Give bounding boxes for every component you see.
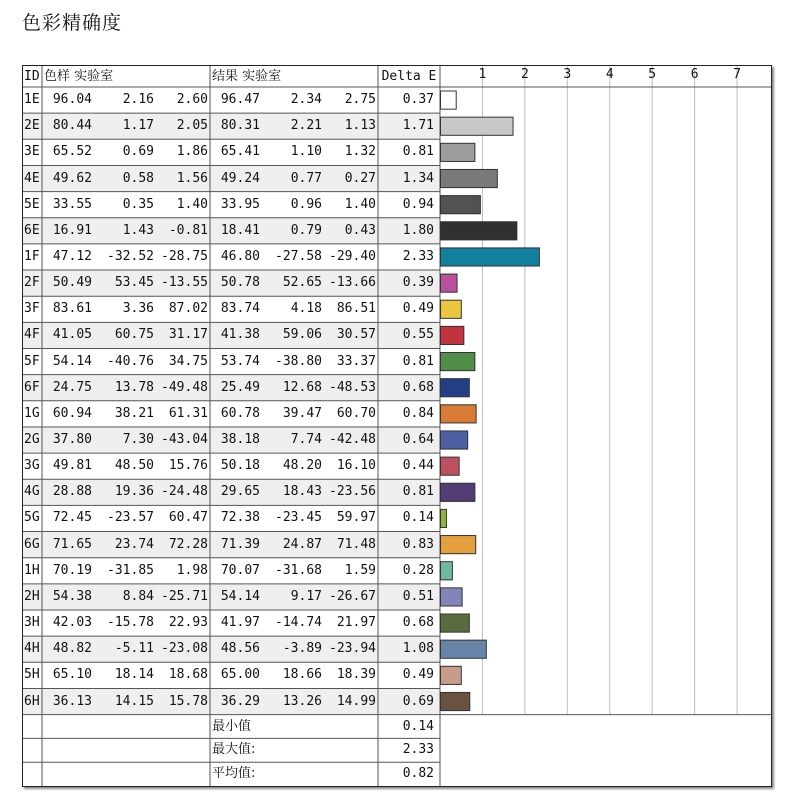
sample-value: 72.28 <box>168 536 208 552</box>
result-value: -3.89 <box>282 641 322 657</box>
delta-e-value: 0.28 <box>402 562 434 578</box>
header-delta: Delta E <box>381 69 437 84</box>
row-id: 1E <box>24 92 40 108</box>
row-id: 4H <box>24 641 40 657</box>
sample-value: -25.71 <box>161 588 208 604</box>
sample-value: 0.58 <box>122 170 154 186</box>
result-value: 14.99 <box>336 693 376 709</box>
result-value: -13.66 <box>329 275 376 291</box>
result-value: -23.56 <box>329 484 376 500</box>
delta-e-bar <box>441 117 514 135</box>
result-value: 18.41 <box>220 222 260 238</box>
sample-value: -15.78 <box>107 615 154 631</box>
summary-value: 0.82 <box>402 766 434 782</box>
sample-value: 47.12 <box>52 248 92 264</box>
delta-e-bar <box>441 536 476 554</box>
delta-e-value: 0.68 <box>402 615 434 631</box>
sample-value: 87.02 <box>168 301 208 317</box>
sample-value: 31.17 <box>168 327 208 343</box>
sample-value: 16.91 <box>52 222 92 238</box>
sample-value: 1.86 <box>176 144 208 160</box>
sample-value: 70.19 <box>52 562 92 578</box>
result-value: 0.77 <box>290 170 322 186</box>
result-value: 7.74 <box>290 432 322 448</box>
result-value: 0.27 <box>344 170 376 186</box>
result-value: 50.18 <box>220 458 260 474</box>
summary-label: 最大值: <box>212 742 256 758</box>
sample-value: -40.76 <box>107 353 154 369</box>
sample-value: 3.36 <box>122 301 154 317</box>
row-id: 4F <box>24 327 40 343</box>
result-value: 9.17 <box>290 588 322 604</box>
sample-value: 83.61 <box>52 301 92 317</box>
result-value: 46.80 <box>220 248 260 264</box>
result-value: 1.59 <box>344 562 376 578</box>
delta-e-value: 0.68 <box>402 379 434 395</box>
delta-e-value: 0.81 <box>402 144 434 160</box>
sample-value: 0.69 <box>122 144 154 160</box>
sample-value: -5.11 <box>114 641 154 657</box>
row-id: 4G <box>24 484 40 500</box>
result-value: 29.65 <box>220 484 260 500</box>
result-value: 65.41 <box>220 144 260 160</box>
result-value: 18.43 <box>282 484 322 500</box>
sample-value: 37.80 <box>52 432 92 448</box>
result-value: 83.74 <box>220 301 260 317</box>
delta-e-bar <box>441 353 475 371</box>
sample-value: -23.08 <box>161 641 208 657</box>
result-value: -23.45 <box>275 510 322 526</box>
sample-value: -32.52 <box>107 248 154 264</box>
axis-tick-label: 5 <box>648 67 657 82</box>
result-value: 1.40 <box>344 196 376 212</box>
sample-value: 36.13 <box>52 693 92 709</box>
summary-value: 2.33 <box>402 742 434 758</box>
sample-value: 48.50 <box>114 458 154 474</box>
result-value: 18.39 <box>336 667 376 683</box>
sample-value: -28.75 <box>161 248 208 264</box>
result-value: 16.10 <box>336 458 376 474</box>
axis-tick-label: 7 <box>733 67 741 82</box>
sample-value: 2.60 <box>176 92 208 108</box>
sample-value: 1.98 <box>176 562 208 578</box>
sample-value: 65.10 <box>52 667 92 683</box>
sample-value: -23.57 <box>107 510 154 526</box>
delta-e-bar <box>441 248 540 266</box>
delta-e-bar <box>441 562 453 580</box>
result-value: -29.40 <box>329 248 376 264</box>
result-value: 60.70 <box>336 405 376 421</box>
result-value: 21.97 <box>336 615 376 631</box>
delta-e-bar <box>441 300 462 318</box>
delta-e-value: 2.33 <box>402 248 434 264</box>
result-value: 30.57 <box>336 327 376 343</box>
sample-value: 33.55 <box>52 196 92 212</box>
summary-value: 0.14 <box>402 718 434 734</box>
result-value: 53.74 <box>220 353 260 369</box>
result-value: 25.49 <box>220 379 260 395</box>
header-result: 结果 实验室 <box>212 69 282 84</box>
delta-e-bar <box>441 379 470 397</box>
delta-e-bar <box>441 143 475 161</box>
result-value: 24.87 <box>282 536 322 552</box>
axis-tick-label: 1 <box>478 67 487 82</box>
sample-value: 14.15 <box>114 693 154 709</box>
result-value: 33.95 <box>220 196 260 212</box>
sample-value: 60.47 <box>168 510 208 526</box>
sample-value: 60.94 <box>52 405 92 421</box>
result-value: 50.78 <box>220 275 260 291</box>
sample-value: 2.16 <box>122 92 154 108</box>
sample-value: 1.40 <box>176 196 208 212</box>
result-value: -31.68 <box>275 562 322 578</box>
delta-e-value: 1.71 <box>402 118 434 134</box>
result-value: 60.78 <box>220 405 260 421</box>
result-value: 0.96 <box>290 196 322 212</box>
row-id: 5H <box>24 667 40 683</box>
sample-value: -31.85 <box>107 562 154 578</box>
sample-value: 19.36 <box>114 484 154 500</box>
delta-e-value: 0.84 <box>402 405 434 421</box>
row-id: 6E <box>24 222 40 238</box>
row-id: 3G <box>24 458 40 474</box>
row-id: 6H <box>24 693 40 709</box>
row-id: 6F <box>24 379 40 395</box>
sample-value: 1.43 <box>122 222 154 238</box>
result-value: 1.10 <box>290 144 322 160</box>
sample-value: 22.93 <box>168 615 208 631</box>
sample-value: 24.75 <box>52 379 92 395</box>
result-value: 59.97 <box>336 510 376 526</box>
sample-value: 49.81 <box>52 458 92 474</box>
result-value: 41.97 <box>220 615 260 631</box>
result-value: 2.34 <box>290 92 322 108</box>
result-value: 1.32 <box>344 144 376 160</box>
row-id: 3E <box>24 144 40 160</box>
delta-e-value: 0.49 <box>402 301 434 317</box>
delta-e-value: 0.55 <box>402 327 434 343</box>
row-id: 4E <box>24 170 40 186</box>
result-value: 48.56 <box>220 641 260 657</box>
row-id: 5G <box>24 510 40 526</box>
delta-e-bar <box>441 222 517 240</box>
row-id: 1H <box>24 562 40 578</box>
result-value: 70.07 <box>220 562 260 578</box>
result-value: 39.47 <box>282 405 322 421</box>
summary-label: 平均值: <box>212 766 256 782</box>
sample-value: -43.04 <box>161 432 208 448</box>
delta-e-bar <box>441 614 470 632</box>
result-value: 52.65 <box>282 275 322 291</box>
row-id: 6G <box>24 536 40 552</box>
result-value: 41.38 <box>220 327 260 343</box>
header-id: ID <box>24 69 40 84</box>
delta-e-value: 0.81 <box>402 353 434 369</box>
axis-tick-label: 4 <box>605 67 614 82</box>
delta-e-bar <box>441 457 460 475</box>
delta-e-value: 0.14 <box>402 510 434 526</box>
result-value: 36.29 <box>220 693 260 709</box>
result-value: 86.51 <box>336 301 376 317</box>
delta-e-bar <box>441 196 481 214</box>
sample-value: 61.31 <box>168 405 208 421</box>
delta-e-bar <box>441 274 458 292</box>
sample-value: 15.78 <box>168 693 208 709</box>
row-id: 2G <box>24 432 40 448</box>
delta-e-bar <box>441 405 477 423</box>
sample-value: 34.75 <box>168 353 208 369</box>
delta-e-value: 0.81 <box>402 484 434 500</box>
result-value: -48.53 <box>329 379 376 395</box>
axis-tick-label: 2 <box>520 67 529 82</box>
result-value: -42.48 <box>329 432 376 448</box>
sample-value: -13.55 <box>161 275 208 291</box>
result-value: 12.68 <box>282 379 322 395</box>
delta-e-bar <box>441 692 470 710</box>
row-id: 5F <box>24 353 40 369</box>
sample-value: 18.14 <box>114 667 154 683</box>
result-value: -26.67 <box>329 588 376 604</box>
sample-value: 54.14 <box>52 353 92 369</box>
sample-value: 0.35 <box>122 196 154 212</box>
result-value: 96.47 <box>220 92 260 108</box>
sample-value: 50.49 <box>52 275 92 291</box>
delta-e-bar <box>441 666 462 684</box>
row-id: 5E <box>24 196 40 212</box>
result-value: 18.66 <box>282 667 322 683</box>
result-value: 38.18 <box>220 432 260 448</box>
sample-value: -24.48 <box>161 484 208 500</box>
result-value: 2.75 <box>344 92 376 108</box>
sample-value: 96.04 <box>52 92 92 108</box>
sample-value: 13.78 <box>114 379 154 395</box>
delta-e-value: 0.37 <box>402 92 434 108</box>
result-value: 65.00 <box>220 667 260 683</box>
sample-value: 8.84 <box>122 588 154 604</box>
sample-value: 53.45 <box>114 275 154 291</box>
sample-value: 1.56 <box>176 170 208 186</box>
result-value: 72.38 <box>220 510 260 526</box>
sample-value: 18.68 <box>168 667 208 683</box>
sample-value: 72.45 <box>52 510 92 526</box>
row-id: 1F <box>24 248 40 264</box>
delta-e-value: 0.69 <box>402 693 434 709</box>
row-id: 2E <box>24 118 40 134</box>
result-value: 54.14 <box>220 588 260 604</box>
delta-e-value: 1.80 <box>402 222 434 238</box>
result-value: 0.43 <box>344 222 376 238</box>
sample-value: 23.74 <box>114 536 154 552</box>
sample-value: 42.03 <box>52 615 92 631</box>
sample-value: 80.44 <box>52 118 92 134</box>
delta-e-value: 0.94 <box>402 196 434 212</box>
summary-label: 最小值 <box>212 718 252 734</box>
sample-value: 71.65 <box>52 536 92 552</box>
delta-e-bar <box>441 483 475 501</box>
sample-value: 54.38 <box>52 588 92 604</box>
axis-tick-label: 3 <box>563 67 572 82</box>
sample-value: 1.17 <box>122 118 154 134</box>
row-id: 2F <box>24 275 40 291</box>
page-title: 色彩精确度 <box>22 12 123 34</box>
sample-value: 28.88 <box>52 484 92 500</box>
result-value: 48.20 <box>282 458 322 474</box>
delta-e-value: 1.34 <box>402 170 434 186</box>
result-value: -27.58 <box>275 248 322 264</box>
sample-value: 7.30 <box>122 432 154 448</box>
delta-e-bar <box>441 326 464 344</box>
result-value: 1.13 <box>344 118 376 134</box>
delta-e-bar <box>441 509 447 527</box>
sample-value: 49.62 <box>52 170 92 186</box>
delta-e-value: 0.49 <box>402 667 434 683</box>
delta-e-bar <box>441 640 487 658</box>
result-value: 13.26 <box>282 693 322 709</box>
delta-e-bar <box>441 588 463 606</box>
sample-value: 38.21 <box>114 405 154 421</box>
result-value: 71.39 <box>220 536 260 552</box>
sample-value: 2.05 <box>176 118 208 134</box>
sample-value: 65.52 <box>52 144 92 160</box>
result-value: 2.21 <box>290 118 322 134</box>
result-value: 59.06 <box>282 327 322 343</box>
result-value: -23.94 <box>329 641 376 657</box>
axis-tick-label: 6 <box>690 67 699 82</box>
delta-e-bar <box>441 169 498 187</box>
result-value: 0.79 <box>290 222 322 238</box>
row-id: 3H <box>24 615 40 631</box>
delta-e-bar <box>441 431 468 449</box>
delta-e-value: 0.51 <box>402 588 434 604</box>
sample-value: 41.05 <box>52 327 92 343</box>
row-id: 3F <box>24 301 40 317</box>
sample-value: 15.76 <box>168 458 208 474</box>
result-value: -38.80 <box>275 353 322 369</box>
result-value: 80.31 <box>220 118 260 134</box>
sample-value: 48.82 <box>52 641 92 657</box>
delta-e-value: 0.83 <box>402 536 434 552</box>
result-value: -14.74 <box>275 615 322 631</box>
sample-value: -49.48 <box>161 379 208 395</box>
sample-value: -0.81 <box>168 222 208 238</box>
result-value: 4.18 <box>290 301 322 317</box>
color-accuracy-table <box>22 65 772 787</box>
delta-e-value: 0.39 <box>402 275 434 291</box>
delta-e-value: 0.64 <box>402 432 434 448</box>
delta-e-value: 1.08 <box>402 641 434 657</box>
result-value: 33.37 <box>336 353 376 369</box>
row-id: 1G <box>24 405 40 421</box>
result-value: 71.48 <box>336 536 376 552</box>
result-value: 49.24 <box>220 170 260 186</box>
delta-e-bar <box>441 91 457 109</box>
delta-e-value: 0.44 <box>402 458 434 474</box>
sample-value: 60.75 <box>114 327 154 343</box>
row-id: 2H <box>24 588 40 604</box>
header-sample: 色样 实验室 <box>44 69 114 84</box>
